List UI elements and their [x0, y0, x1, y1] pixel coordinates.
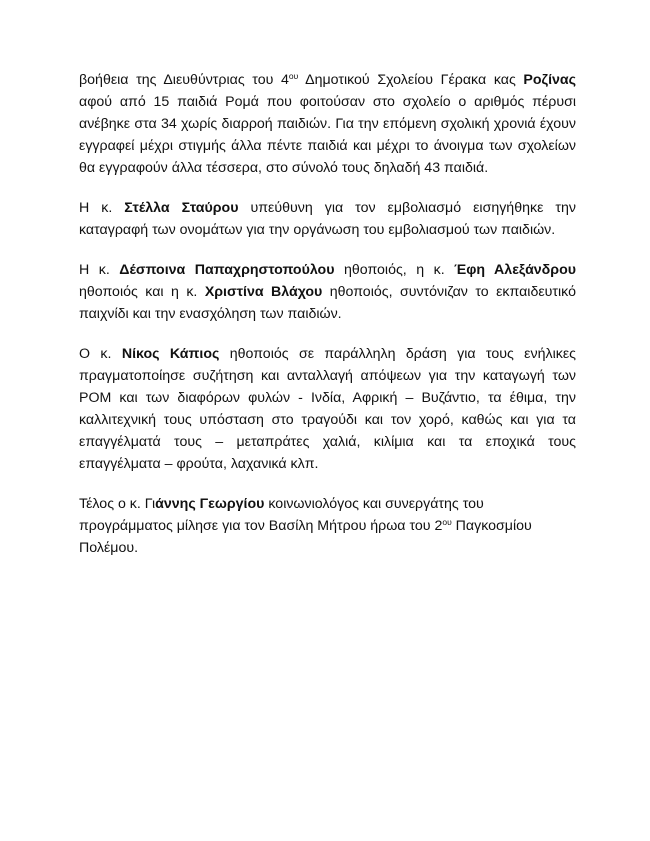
text-run: Παγκοσμίου Πολέμου.	[79, 518, 532, 556]
person-name: Δέσποινα Παπαχρηστοπούλου	[119, 262, 335, 278]
document-page	[79, 69, 576, 577]
paragraph-vaccination	[79, 197, 576, 241]
text-run: Τέλος ο κ. Γι	[79, 496, 156, 512]
paragraph-sociologist	[79, 493, 576, 559]
paragraph-school-enrollment	[79, 69, 576, 179]
text-run: ηθοποιός σε παράλληλη δράση για τους ενήλικες πραγματοποίησε συζήτηση και ανταλλαγή απόψεων για την καταγωγή των ΡΟΜ και των διαφόρων φυλών - Ινδία, Αφρική – Βυζάντιο, τα έθιμα, την καλλιτεχνική τους υπόσταση στο τραγούδι και τον χορό, καθώς και για τα επαγγέλματά τους – μεταπράτες χαλιά, κιλίμια και τα εποχικά τους επαγγέλματα – φρούτα, λαχανικά κλπ.	[79, 346, 576, 472]
ordinal-superscript: ου	[288, 71, 299, 81]
text-run: Η κ.	[79, 262, 120, 278]
text-run: Δημοτικού Σχολείου Γέρακα κας	[298, 72, 524, 88]
text-run: βοήθεια της Διευθύντριας του 4	[79, 72, 289, 88]
paragraph-actors	[79, 259, 576, 325]
person-name: Χριστίνα Βλάχου	[204, 284, 323, 300]
text-run: αφού από 15 παιδιά Ρομά που φοιτούσαν στο σχολείο ο αριθμός πέρυσι ανέβηκε στα 34 χωρίς διαρροή παιδιών. Για την επόμενη σχολική χρονιά έχουν εγγραφεί μέχρι στιγμής άλλα πέντε παιδιά και μέχρι το άνοιγμα των σχολείων θα εγγραφούν άλλα τέσσερα, στο σύνολό τους δηλαδή 43 παιδιά.	[79, 94, 576, 176]
person-name: Νίκος Κάπιος	[121, 346, 220, 362]
text-run: Η κ.	[79, 200, 125, 216]
paragraph-adult-discussion	[79, 343, 576, 475]
person-name: άννης Γεωργίου	[155, 496, 265, 512]
person-name: Έφη Αλεξάνδρου	[454, 262, 576, 278]
person-name: Στέλλα Σταύρου	[124, 200, 239, 216]
text-run: ηθοποιός, συντόνιζαν το εκπαιδευτικό παιχνίδι και την ενασχόληση των παιδιών.	[79, 284, 576, 322]
person-name: Ροζίνας	[523, 72, 577, 88]
text-run: υπεύθυνη για τον εμβολιασμό εισηγήθηκε την καταγραφή των ονομάτων για την οργάνωση του εμβολιασμού των παιδιών.	[79, 200, 576, 238]
ordinal-superscript: ου	[442, 517, 452, 527]
text-run: ηθοποιός και η κ.	[79, 284, 205, 300]
text-run: Ο κ.	[79, 346, 122, 362]
text-run: ηθοποιός, η κ.	[334, 262, 455, 278]
text-run: κοινωνιολόγος και συνεργάτης του προγράμματος μίλησε για τον Βασίλη Μήτρου ήρωα του 2	[79, 496, 484, 534]
